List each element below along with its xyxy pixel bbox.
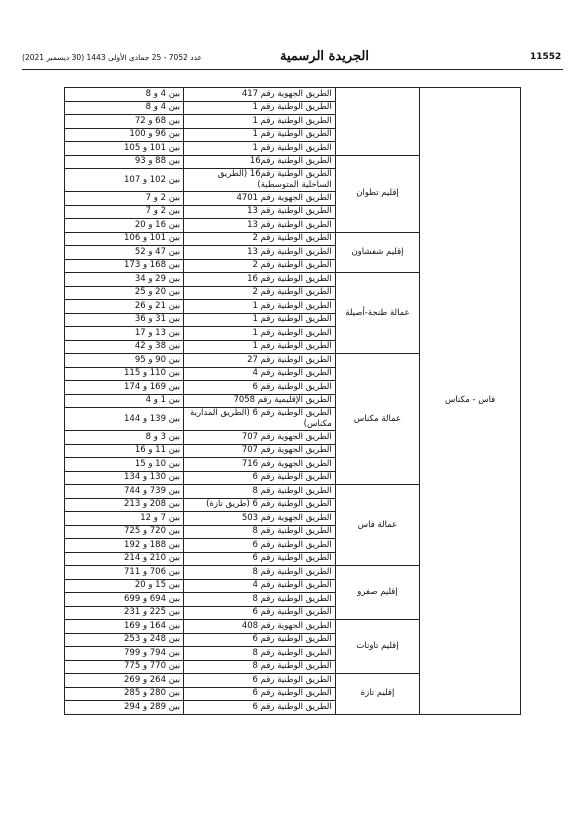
road-cell: الطريق الوطنية رقم 6 bbox=[184, 606, 336, 620]
province-cell: إقليم تاونات bbox=[335, 620, 419, 674]
province-cell: إقليم تازة bbox=[335, 674, 419, 715]
page-header bbox=[22, 49, 563, 68]
km-range-cell: بين 794 و 799 bbox=[65, 647, 184, 661]
km-range-cell: بين 16 و 20 bbox=[65, 219, 184, 233]
province-cell: عمالة فاس bbox=[335, 485, 419, 566]
km-range-cell: بين 29 و 34 bbox=[65, 273, 184, 287]
road-cell: الطريق الوطنية رقم 1 bbox=[184, 101, 336, 115]
road-cell: الطريق الجهوية رقم 503 bbox=[184, 512, 336, 526]
km-range-cell: بين 68 و 72 bbox=[65, 115, 184, 129]
province-cell bbox=[335, 88, 419, 156]
road-cell: الطريق الوطنية رقم 2 bbox=[184, 286, 336, 300]
km-range-cell: بين 7 و 12 bbox=[65, 512, 184, 526]
km-range-cell: بين 110 و 115 bbox=[65, 367, 184, 381]
road-cell: الطريق الوطنية رقم 8 bbox=[184, 660, 336, 674]
road-cell: الطريق الوطنية رقم 1 bbox=[184, 128, 336, 142]
km-range-cell: بين 102 و 107 bbox=[65, 169, 184, 192]
road-cell: الطريق الوطنية رقم 1 bbox=[184, 340, 336, 354]
road-cell: الطريق الوطنية رقم 4 bbox=[184, 367, 336, 381]
km-range-cell: بين 225 و 231 bbox=[65, 606, 184, 620]
road-cell: الطريق الوطنية رقم 16 bbox=[184, 273, 336, 287]
km-range-cell: بين 208 و 213 bbox=[65, 498, 184, 512]
road-cell: الطريق الوطنية رقم 1 bbox=[184, 115, 336, 129]
issue-info: عدد 7052 - 25 جمادى الأولى 1443 (30 ديسمبر 2021) bbox=[22, 53, 203, 62]
km-range-cell: بين 47 و 52 bbox=[65, 246, 184, 260]
road-cell: الطريق الوطنية رقم 27 bbox=[184, 354, 336, 368]
km-range-cell: بين 289 و 294 bbox=[65, 701, 184, 715]
page-number: 11552 bbox=[530, 52, 562, 62]
table-row bbox=[65, 88, 521, 102]
road-cell: الطريق الوطنية رقم 6 bbox=[184, 539, 336, 553]
road-cell: الطريق الوطنية رقم 6 bbox=[184, 687, 336, 701]
km-range-cell: بين 694 و 699 bbox=[65, 593, 184, 607]
province-cell: إقليم شفشاون bbox=[335, 232, 419, 273]
table-body bbox=[65, 88, 521, 715]
km-range-cell: بين 169 و 174 bbox=[65, 381, 184, 395]
km-range-cell: بين 96 و 100 bbox=[65, 128, 184, 142]
km-range-cell: بين 21 و 26 bbox=[65, 300, 184, 314]
road-cell: الطريق الوطنية رقم 4 bbox=[184, 579, 336, 593]
km-range-cell: بين 188 و 192 bbox=[65, 539, 184, 553]
road-cell: الطريق الوطنية رقم 2 bbox=[184, 259, 336, 273]
road-cell: الطريق الوطنية رقم 8 bbox=[184, 593, 336, 607]
road-sections-table bbox=[64, 87, 521, 715]
km-range-cell: بين 720 و 725 bbox=[65, 525, 184, 539]
km-range-cell: بين 31 و 36 bbox=[65, 313, 184, 327]
km-range-cell: بين 3 و 8 bbox=[65, 431, 184, 445]
km-range-cell: بين 770 و 775 bbox=[65, 660, 184, 674]
road-cell: الطريق الجهوية رقم 707 bbox=[184, 444, 336, 458]
road-cell: الطريق الوطنية رقم 6 (طريق تازة) bbox=[184, 498, 336, 512]
km-range-cell: بين 2 و 7 bbox=[65, 192, 184, 206]
road-cell: الطريق الجهوية رقم 408 bbox=[184, 620, 336, 634]
road-cell: الطريق الوطنية رقم 1 bbox=[184, 300, 336, 314]
header-rule bbox=[22, 69, 563, 70]
road-cell: الطريق الوطنية رقم 13 bbox=[184, 219, 336, 233]
road-cell: الطريق الوطنية رقم 6 bbox=[184, 701, 336, 715]
road-cell: الطريق الوطنية رقم16 (الطريق الساحلية المتوسطية) bbox=[184, 169, 336, 192]
km-range-cell: بين 11 و 16 bbox=[65, 444, 184, 458]
km-range-cell: بين 1 و 4 bbox=[65, 394, 184, 408]
km-range-cell: بين 739 و 744 bbox=[65, 485, 184, 499]
road-cell: الطريق الوطنية رقم 6 bbox=[184, 674, 336, 688]
km-range-cell: بين 20 و 25 bbox=[65, 286, 184, 300]
road-cell: الطريق الجهوية رقم 417 bbox=[184, 88, 336, 102]
road-cell: الطريق الوطنية رقم 13 bbox=[184, 205, 336, 219]
road-cell: الطريق الجهوية رقم 4701 bbox=[184, 192, 336, 206]
km-range-cell: بين 164 و 169 bbox=[65, 620, 184, 634]
region-cell: فاس - مكناس bbox=[420, 88, 521, 715]
km-range-cell: بين 88 و 93 bbox=[65, 155, 184, 169]
km-range-cell: بين 210 و 214 bbox=[65, 552, 184, 566]
road-cell: الطريق الوطنية رقم 1 bbox=[184, 313, 336, 327]
km-range-cell: بين 139 و 144 bbox=[65, 408, 184, 431]
km-range-cell: بين 2 و 7 bbox=[65, 205, 184, 219]
road-cell: الطريق الوطنية رقم 8 bbox=[184, 566, 336, 580]
km-range-cell: بين 4 و 8 bbox=[65, 101, 184, 115]
road-cell: الطريق الوطنية رقم 8 bbox=[184, 647, 336, 661]
km-range-cell: بين 15 و 20 bbox=[65, 579, 184, 593]
km-range-cell: بين 264 و 269 bbox=[65, 674, 184, 688]
road-cell: الطريق الوطنية رقم 8 bbox=[184, 485, 336, 499]
km-range-cell: بين 706 و 711 bbox=[65, 566, 184, 580]
road-cell: الطريق الوطنية رقم 6 bbox=[184, 633, 336, 647]
road-cell: الطريق الوطنية رقم 13 bbox=[184, 246, 336, 260]
km-range-cell: بين 101 و 106 bbox=[65, 232, 184, 246]
km-range-cell: بين 101 و 105 bbox=[65, 142, 184, 156]
road-cell: الطريق الوطنية رقم 2 bbox=[184, 232, 336, 246]
province-cell: إقليم صفرو bbox=[335, 566, 419, 620]
province-cell: إقليم تطوان bbox=[335, 155, 419, 232]
road-cell: الطريق الوطنية رقم 6 bbox=[184, 471, 336, 485]
km-range-cell: بين 280 و 285 bbox=[65, 687, 184, 701]
province-cell: عمالة طنجة-أصيلة bbox=[335, 273, 419, 354]
road-cell: الطريق الوطنية رقم 8 bbox=[184, 525, 336, 539]
km-range-cell: بين 10 و 15 bbox=[65, 458, 184, 472]
province-cell: عمالة مكناس bbox=[335, 354, 419, 485]
road-cell: الطريق الوطنية رقم 1 bbox=[184, 142, 336, 156]
road-cell: الطريق الوطنية رقم 6 bbox=[184, 552, 336, 566]
km-range-cell: بين 168 و 173 bbox=[65, 259, 184, 273]
km-range-cell: بين 248 و 253 bbox=[65, 633, 184, 647]
road-cell: الطريق الوطنية رقم 6 bbox=[184, 381, 336, 395]
km-range-cell: بين 13 و 17 bbox=[65, 327, 184, 341]
road-cell: الطريق الإقليمية رقم 7058 bbox=[184, 394, 336, 408]
road-cell: الطريق الوطنية رقم16 bbox=[184, 155, 336, 169]
road-cell: الطريق الوطنية رقم 1 bbox=[184, 327, 336, 341]
gazette-title: الجريدة الرسمية bbox=[280, 49, 369, 64]
km-range-cell: بين 90 و 95 bbox=[65, 354, 184, 368]
km-range-cell: بين 38 و 42 bbox=[65, 340, 184, 354]
road-cell: الطريق الوطنية رقم 6 (الطريق المدارية مكناس) bbox=[184, 408, 336, 431]
km-range-cell: بين 130 و 134 bbox=[65, 471, 184, 485]
road-cell: الطريق الجهوية رقم 707 bbox=[184, 431, 336, 445]
km-range-cell: بين 4 و 8 bbox=[65, 88, 184, 102]
road-cell: الطريق الجهوية رقم 716 bbox=[184, 458, 336, 472]
